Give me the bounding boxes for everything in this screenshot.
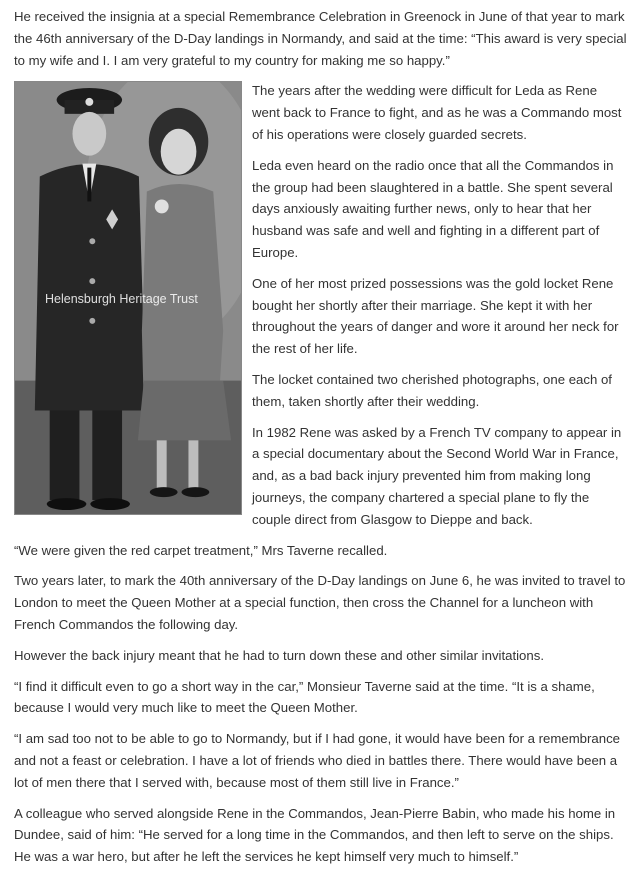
couple-photo <box>14 81 242 515</box>
photo-watermark: Helensburgh Heritage Trust <box>45 292 198 307</box>
paragraph-9: However the back injury meant that he had to turn down these and other similar invitations. <box>14 647 544 663</box>
paragraph-5: The locket contained two cherished photographs, one each of them, taken shortly after their wedding. <box>252 371 612 409</box>
paragraph-7: “We were given the red carpet treatment,” Mrs Taverne recalled. <box>14 542 388 558</box>
paragraph-10: “I find it difficult even to go a short way in the car,” Monsieur Taverne said at the time. “It is a shame, because I would very much like to meet the Queen Mother. <box>14 678 595 716</box>
paragraph-1: He received the insignia at a special Remembrance Celebration in Greenock in June of that year to mark the 46th anniversary of the D-Day landings in Normandy, and said at the time: “This award is very special to my wife and I. I am very grateful to my country for making me so happy.” <box>14 9 627 68</box>
paragraph-3: Leda even heard on the radio once that all the Commandos in the group had been slaughtered in a battle. She spent several days anxiously awaiting further news, only to hear that her husband was safe and well and fighting in a different part of Europe. <box>252 157 614 260</box>
paragraph-4: One of her most prized possessions was the gold locket Rene bought her shortly after their marriage. She kept it with her throughout the years of danger and wore it around her neck for the rest of her life. <box>252 275 619 357</box>
article-body <box>14 6 628 877</box>
paragraph-6: In 1982 Rene was asked by a French TV company to appear in a special documentary about the Second World War in France, and, as a bad back injury prevented him from making long journeys, the company chartered a special plane to fly the couple direct from Glasgow to Dieppe and back. <box>252 424 622 527</box>
paragraph-2: The years after the wedding were difficult for Leda as Rene went back to France to fight, and as he was a Commando most of his operations were closely guarded secrets. <box>252 83 622 142</box>
paragraph-11: “I am sad too not to be able to go to Normandy, but if I had gone, it would have been for a remembrance and not a feast or celebration. I have a lot of friends who died in battles there. There would have been a lot of men there that I served with, because most of them still live in France.” <box>14 731 621 790</box>
paragraph-12: A colleague who served alongside Rene in the Commandos, Jean-Pierre Babin, who made his home in Dundee, said of him: “He served for a long time in the Commandos, and then left to serve on the ships. He was a war hero, but after he left the services he kept himself very much to himself.” <box>14 805 616 865</box>
paragraph-8: Two years later, to mark the 40th anniversary of the D-Day landings on June 6, he was invited to travel to London to meet the Queen Mother at a special function, then cross the Channel for a luncheon with French Commandos the following day. <box>14 573 626 632</box>
